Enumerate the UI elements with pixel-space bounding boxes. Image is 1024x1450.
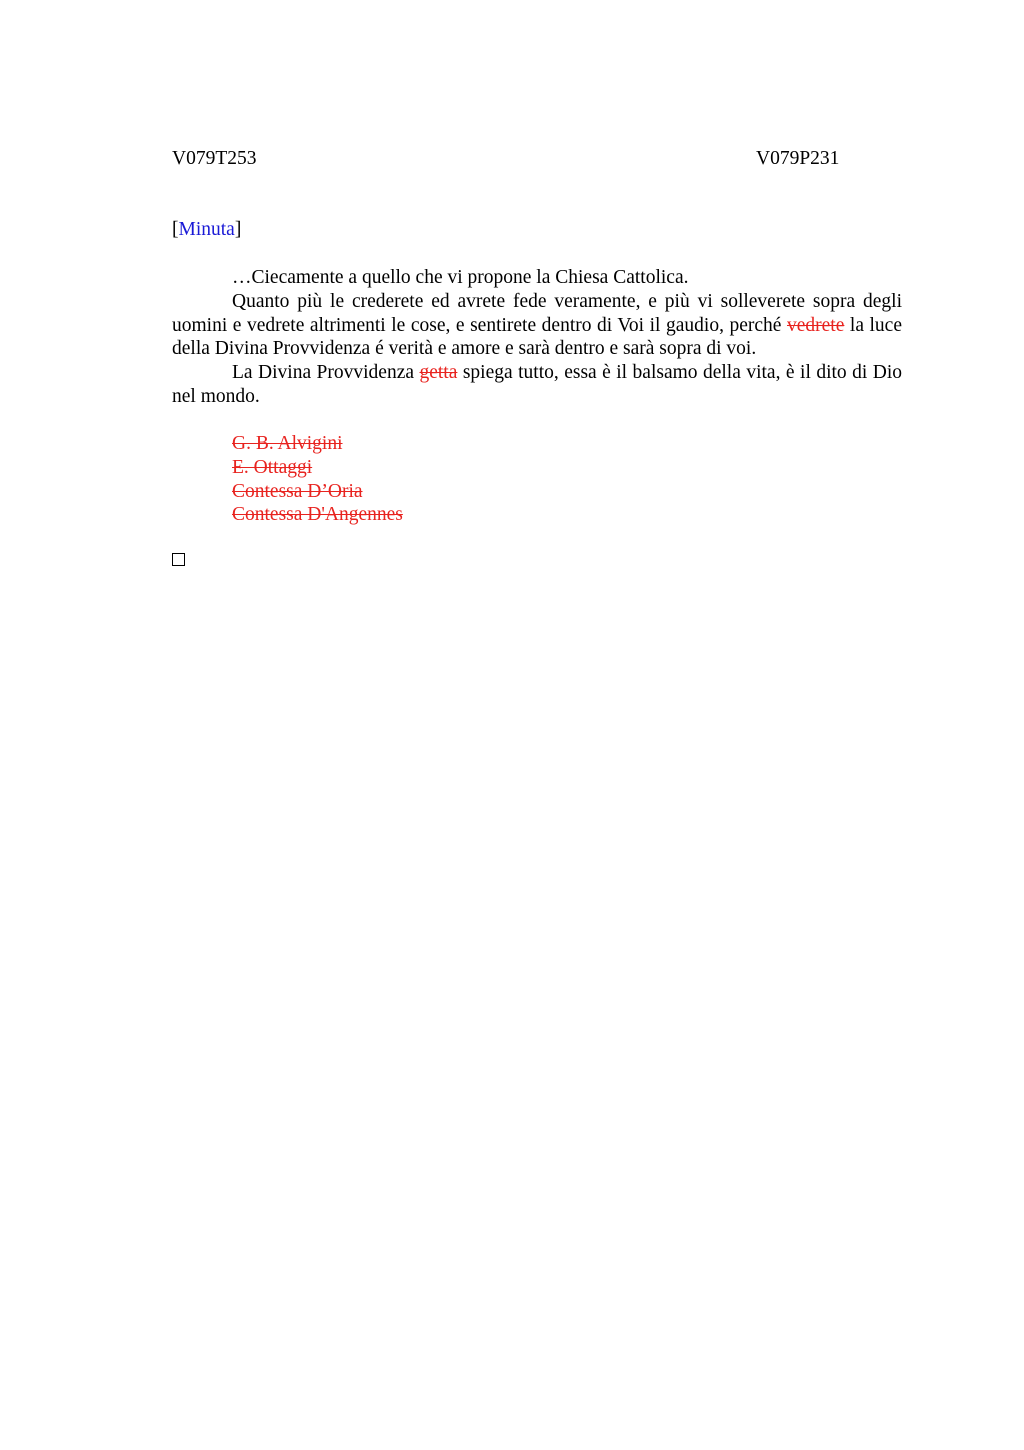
deleted-name: G. B. Alvigini [232, 433, 343, 454]
paragraph-3-text-end: spiega tutto, essa è il balsamo della vita, è il dito di Dio nel mondo. [172, 362, 902, 407]
document-type-label [172, 218, 241, 241]
letter-body [172, 266, 902, 409]
deleted-names-list [232, 432, 403, 527]
document-code-right: V079P231 [756, 148, 840, 169]
deleted-name: Contessa D'Angennes [232, 504, 403, 526]
deleted-word: getta [419, 362, 458, 384]
document-code-left: V079T253 [172, 148, 257, 169]
label-open-bracket: [ [172, 219, 179, 240]
paragraph-2-text-start: Quanto più le crederete ed avrete fede veramente, e più vi solleverete sopra degli uomini e vedrete altrimenti le cose, e sentirete dentro di Voi il gaudio, perché [172, 290, 902, 336]
label-word: Minuta [178, 219, 235, 240]
paragraph-3-text-start: La Divina Provvidenza [232, 362, 420, 384]
deleted-name: E. Ottaggi [232, 456, 313, 478]
paragraph-1: …Ciecamente a quello che vi propone la Chiesa Cattolica. [232, 267, 689, 288]
label-close-bracket: ] [234, 219, 242, 240]
deleted-word: vedrete [786, 314, 845, 336]
paragraph-2-text-end: la luce della Divina Provvidenza é verità e amore e sarà dentro e sarà sopra di voi. [172, 314, 902, 360]
deleted-name: Contessa D’Oria [232, 480, 363, 502]
paragraph-3 [172, 361, 902, 409]
end-marker-box [172, 553, 185, 566]
paragraph-2 [172, 290, 902, 361]
